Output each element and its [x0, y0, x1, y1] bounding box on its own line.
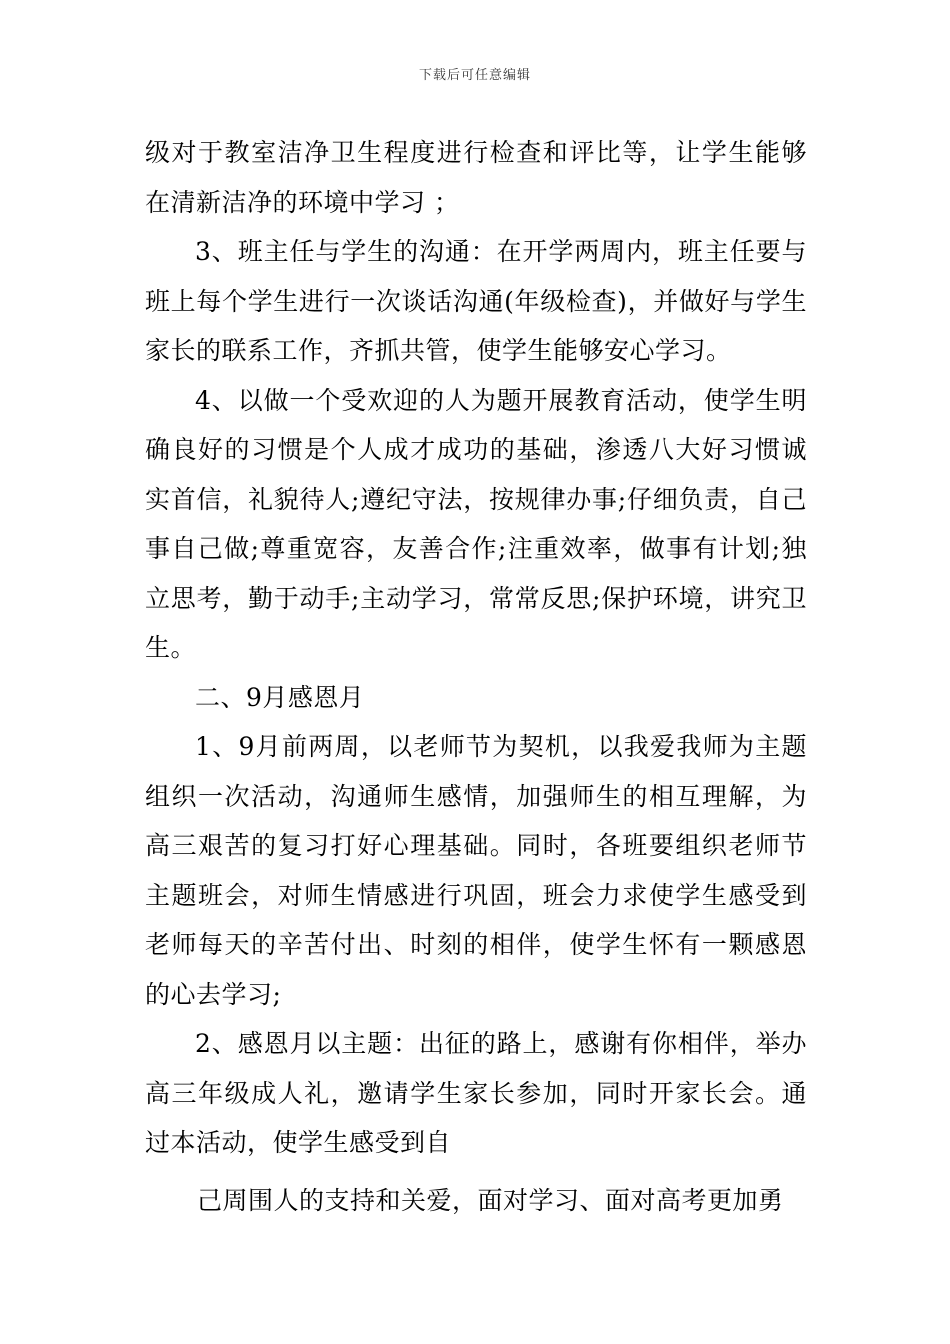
header-note: 下载后可任意编辑 [418, 68, 531, 83]
document-body [145, 128, 807, 1225]
section-heading: 二、9月感恩月 [195, 682, 365, 712]
paragraph-item-1: 1、9月前两周，以老师节为契机，以我爱我师为主题组织一次活动，沟通师生感情，加强师生的相互理解，为高三艰苦的复习打好心理基础。同时，各班要组织老师节主题班会，对师生情感进行巩固，班会力求使学生感受到老师每天的辛苦付出、时刻的相伴，使学生怀有一颗感恩的心去学习; [145, 732, 807, 1009]
paragraph-item-3: 3、班主任与学生的沟通：在开学两周内，班主任要与班上每个学生进行一次谈话沟通(年级检查)，并做好与学生家长的联系工作，齐抓共管，使学生能够安心学习。 [145, 237, 807, 365]
paragraph-page-continuation: 己周围人的支持和关爱，面对学习、面对高考更加勇 [197, 1185, 784, 1215]
paragraph-continuation: 级对于教室洁净卫生程度进行检查和评比等，让学生能够在清新洁净的环境中学习 ； [145, 138, 807, 217]
paragraph-item-2: 2、感恩月以主题：出征的路上，感谢有你相伴，举办高三年级成人礼，邀请学生家长参加，同时开家长会。通过本活动，使学生感受到自 [145, 1029, 807, 1157]
paragraph-item-4: 4、以做一个受欢迎的人为题开展教育活动，使学生明确良好的习惯是个人成才成功的基础，渗透八大好习惯诚实首信，礼貌待人;遵纪守法，按规律办事;仔细负责，自己事自己做;尊重宽容，友善合作;注重效率，做事有计划;独立思考，勤于动手;主动学习，常常反思;保护环境，讲究卫生。 [145, 385, 807, 662]
